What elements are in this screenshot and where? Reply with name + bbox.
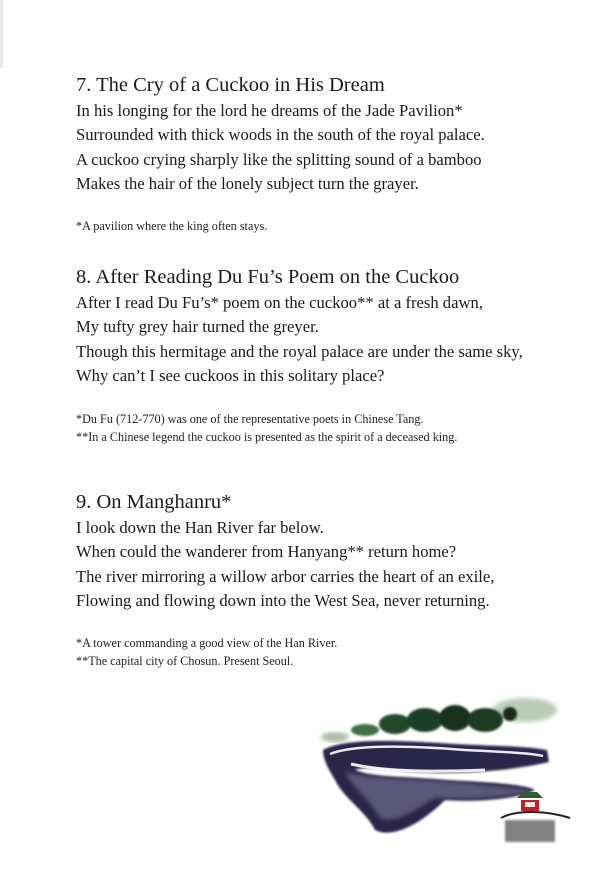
poem-title: 8. After Reading Du Fu’s Poem on the Cuckoo xyxy=(76,266,460,288)
poem-line: I look down the Han River far below. xyxy=(76,518,324,537)
poem-line: A cuckoo crying sharply like the splitting sound of a bamboo xyxy=(76,149,482,169)
tree-line xyxy=(351,705,517,736)
footnote: **The capital city of Chosun. Present Seoul. xyxy=(76,653,294,668)
footnote: **In a Chinese legend the cuckoo is presented as the spirit of a deceased king. xyxy=(76,429,458,444)
river-ink-wash xyxy=(323,741,549,833)
footnote: *Du Fu (712-770) was one of the representative poets in Chinese Tang. xyxy=(76,411,424,426)
poem-title: 7. The Cry of a Cuckoo in His Dream xyxy=(76,74,385,96)
poem-line: Flowing and flowing down into the West Sea, never returning. xyxy=(76,591,490,611)
poem-line: Surrounded with thick woods in the south of the royal palace. xyxy=(76,125,485,145)
poem-7 xyxy=(76,72,576,235)
poem-line: After I read Du Fu’s* poem on the cuckoo** at a fresh dawn, xyxy=(76,293,483,312)
page-edge xyxy=(0,0,3,68)
footnote: *A pavilion where the king often stays. xyxy=(76,218,268,233)
poem-line: The river mirroring a willow arbor carries the heart of an exile, xyxy=(76,566,495,586)
poem-title: 9. On Manghanru* xyxy=(76,491,232,513)
poem-line: In his longing for the lord he dreams of the Jade Pavilion* xyxy=(76,101,463,120)
poem-line: Makes the hair of the lonely subject turn the grayer. xyxy=(76,174,419,194)
poem-9 xyxy=(76,489,576,670)
pavilion xyxy=(501,792,570,842)
footnote: *A tower commanding a good view of the Han River. xyxy=(76,635,338,650)
footnotes xyxy=(76,410,576,446)
poem-8 xyxy=(76,264,576,446)
poem-line: When could the wanderer from Hanyang** return home? xyxy=(76,542,457,562)
ink-landscape-illustration xyxy=(315,660,585,860)
footnotes xyxy=(76,217,576,235)
poem-line: My tufty grey hair turned the greyer. xyxy=(76,317,319,337)
poem-line: Though this hermitage and the royal palace are under the same sky, xyxy=(76,341,523,361)
poem-line: Why can’t I see cuckoos in this solitary place? xyxy=(76,366,385,386)
